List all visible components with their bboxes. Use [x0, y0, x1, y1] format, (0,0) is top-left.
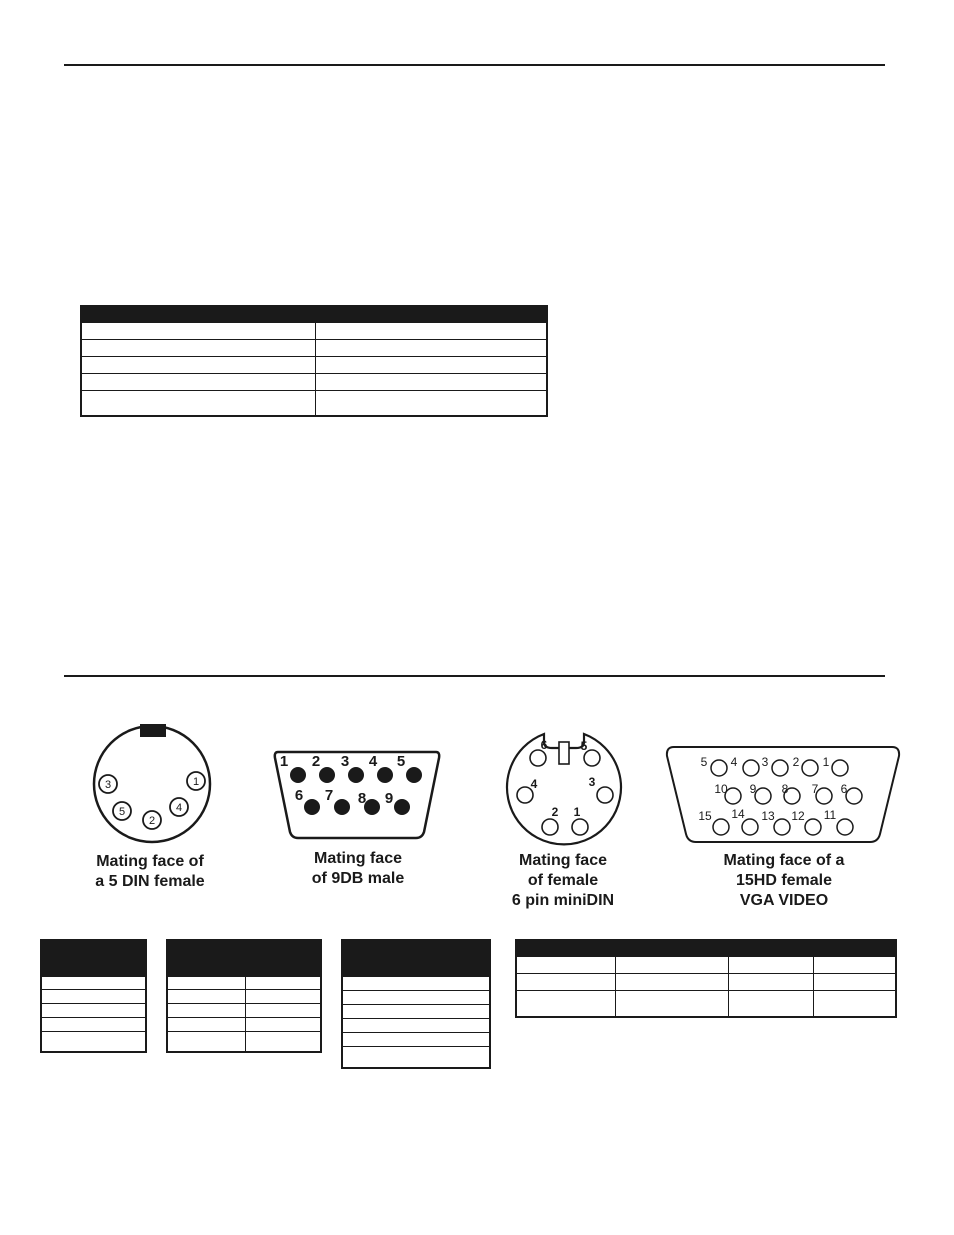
hd15-pin-label: 9 [749, 782, 757, 796]
db9-pin-label: 8 [357, 790, 367, 807]
minidin6-pin-label: 5 [580, 739, 588, 753]
hd15-pin-label: 14 [731, 807, 745, 821]
table-row [81, 339, 547, 356]
minidin6-pinout-table [341, 939, 491, 1069]
hd15-pin-label: 7 [811, 782, 819, 796]
db9-pin-label: 3 [340, 753, 350, 770]
table-row [516, 991, 896, 1017]
table-row [81, 390, 547, 416]
hd15-pin-label: 11 [823, 808, 837, 822]
din5-pin-label: 3 [104, 779, 112, 791]
table-row [81, 356, 547, 373]
hd15-pin-label: 10 [714, 782, 728, 796]
table-row [167, 1004, 321, 1018]
hd15-pin-label: 13 [761, 809, 775, 823]
db9-pinout-table [166, 939, 322, 1053]
hd15-pin-label: 15 [698, 809, 712, 823]
db9-pin-label: 6 [294, 787, 304, 804]
din5-pin-label: 2 [148, 815, 156, 827]
minidin6-caption: Mating face of female 6 pin miniDIN [511, 852, 615, 909]
table-row [167, 1031, 321, 1052]
table-row [41, 976, 146, 990]
hd15-pin-label: 1 [822, 755, 830, 769]
db9-connector-diagram [272, 748, 442, 842]
db9-pin-label: 7 [324, 787, 334, 804]
minidin6-pin-label: 2 [551, 805, 559, 819]
din5-pin-label: 1 [192, 776, 200, 788]
table-row [342, 1018, 490, 1032]
table-row [81, 373, 547, 390]
db9-pin-label: 5 [396, 753, 406, 770]
din5-pin-label: 5 [118, 806, 126, 818]
table-header-row [516, 940, 896, 956]
db9-pin-label: 1 [279, 753, 289, 770]
table-row [81, 322, 547, 339]
minidin6-pin-label: 3 [588, 775, 596, 789]
table-header-row [41, 940, 146, 976]
table-row [167, 990, 321, 1004]
hd15-pin-label: 5 [700, 755, 708, 769]
table-row [41, 990, 146, 1004]
din5-caption: Mating face of a 5 DIN female [95, 853, 205, 890]
db9-caption: Mating face of 9DB male [311, 850, 405, 887]
section-divider [64, 675, 885, 677]
hd15-pin-label: 8 [781, 782, 789, 796]
upper-table [80, 305, 548, 417]
top-divider [64, 64, 885, 66]
table-row [167, 976, 321, 990]
hd15-pin-label: 4 [730, 755, 738, 769]
din5-pinout-table [40, 939, 147, 1053]
din5-pin-label: 4 [175, 802, 183, 814]
hd15-pin-label: 2 [792, 755, 800, 769]
table-row [342, 1047, 490, 1068]
table-row [342, 976, 490, 990]
hd15-pinout-table [515, 939, 897, 1018]
hd15-connector-diagram [664, 744, 902, 846]
minidin6-pin-label: 6 [540, 738, 548, 752]
minidin6-pin-label: 4 [530, 777, 538, 791]
table-row [342, 1033, 490, 1047]
hd15-pin-label: 3 [761, 755, 769, 769]
minidin6-pin-label: 1 [573, 805, 581, 819]
din5-connector-diagram [88, 718, 218, 848]
hd15-pin-label: 12 [791, 809, 805, 823]
table-header-row [342, 940, 490, 976]
db9-pin-label: 4 [368, 753, 378, 770]
table-row [167, 1017, 321, 1031]
table-row [342, 990, 490, 1004]
db9-pin-label: 2 [311, 753, 321, 770]
table-header-row [167, 940, 321, 976]
table-row [41, 1031, 146, 1052]
minidin6-connector-diagram [504, 722, 626, 848]
table-row [342, 1004, 490, 1018]
table-row [516, 956, 896, 973]
hd15-pin-label: 6 [840, 782, 848, 796]
table-row [41, 1004, 146, 1018]
hd15-caption: Mating face of a 15HD female VGA VIDEO [723, 852, 845, 909]
table-row [41, 1017, 146, 1031]
table-header-row [81, 306, 547, 322]
table-row [516, 973, 896, 990]
db9-pin-label: 9 [384, 790, 394, 807]
